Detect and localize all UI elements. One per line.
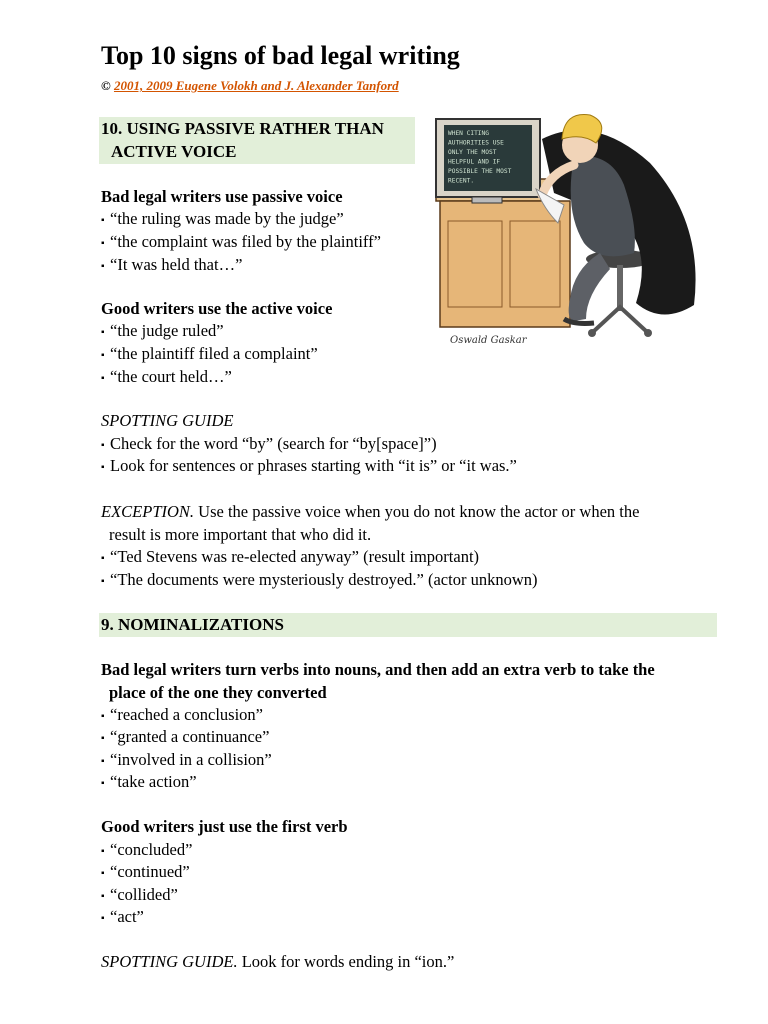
- spotting-guide-label: SPOTTING GUIDE.: [101, 952, 238, 971]
- list-item: ▪ Look for sentences or phrases starting with “it is” or “it was.”: [101, 454, 517, 479]
- list-item: ▪ “reached a conclusion”: [101, 703, 263, 728]
- bullet-icon: ▪: [101, 261, 105, 272]
- bullet-icon: ▪: [101, 215, 105, 226]
- spotting-guide-label: SPOTTING GUIDE: [101, 411, 234, 430]
- list-item: ▪ “continued”: [101, 860, 190, 885]
- bullet-icon: ▪: [101, 846, 105, 857]
- bullet-icon: ▪: [101, 733, 105, 744]
- section-10-heading: [99, 117, 415, 164]
- section-10-heading-line2: ACTIVE VOICE: [111, 142, 237, 161]
- list-item: ▪ “The documents were mysteriously destroyed.” (actor unknown): [101, 568, 538, 593]
- list-item: ▪ “Ted Stevens was re-elected anyway” (result important): [101, 545, 479, 570]
- list-item: ▪ “the judge ruled”: [101, 319, 224, 344]
- monitor-note-line: WHEN CITING: [448, 130, 489, 137]
- exception-text-continued: result is more important that who did it.: [109, 525, 372, 544]
- bullet-icon: ▪: [101, 913, 105, 924]
- list-item: ▪ “the complaint was filed by the plaintiff”: [101, 230, 381, 255]
- bullet-icon: ▪: [101, 440, 105, 451]
- list-item: ▪ “take action”: [101, 770, 197, 795]
- byline: [101, 78, 399, 94]
- section-10-heading-line1: 10. USING PASSIVE RATHER THAN: [101, 119, 384, 138]
- section-9-heading: 9. NOMINALIZATIONS: [99, 613, 717, 637]
- list-item: ▪ “granted a continuance”: [101, 725, 269, 750]
- bullet-icon: ▪: [101, 373, 105, 384]
- page-title: Top 10 signs of bad legal writing: [101, 41, 460, 70]
- svg-text:Oswald Gaskar: Oswald Gaskar: [450, 335, 527, 346]
- list-item: ▪ “act”: [101, 905, 144, 930]
- bullet-icon: ▪: [101, 462, 105, 473]
- list-item: ▪ “the court held…”: [101, 365, 232, 390]
- list-item: ▪ “the plaintiff filed a complaint”: [101, 342, 318, 367]
- good-verb-heading: Good writers just use the first verb: [101, 817, 348, 836]
- bad-nominalization-heading: Bad legal writers turn verbs into nouns, and then add an extra verb to take the place of the one they converted: [101, 660, 655, 702]
- bullet-icon: ▪: [101, 891, 105, 902]
- list-item: ▪ “collided”: [101, 883, 178, 908]
- exception-label: EXCEPTION.: [101, 502, 195, 521]
- bullet-icon: ▪: [101, 553, 105, 564]
- monitor-note-line: HELPFUL AND IF: [448, 158, 501, 166]
- list-item: ▪ “concluded”: [101, 838, 192, 863]
- list-item: ▪ “It was held that…”: [101, 253, 242, 278]
- bullet-icon: ▪: [101, 711, 105, 722]
- good-active-heading: Good writers use the active voice: [101, 299, 333, 318]
- bullet-icon: ▪: [101, 327, 105, 338]
- exception-text: Use the passive voice when you do not know the actor or when the: [194, 502, 640, 521]
- cartoon-illustration: [424, 93, 714, 355]
- list-item: ▪ Check for the word “by” (search for “by[space]”): [101, 432, 437, 457]
- bullet-icon: ▪: [101, 868, 105, 879]
- authors-link[interactable]: 2001, 2009 Eugene Volokh and J. Alexander Tanford: [113, 78, 399, 93]
- exception-paragraph: [101, 500, 713, 546]
- spotting-guide-text: Look for words ending in “ion.”: [237, 952, 455, 971]
- list-item: ▪ “involved in a collision”: [101, 748, 272, 773]
- monitor-note-line: AUTHORITIES USE: [448, 139, 504, 147]
- spotting-guide-9: [101, 950, 454, 973]
- bullet-icon: ▪: [101, 576, 105, 587]
- bullet-icon: ▪: [101, 238, 105, 249]
- bad-passive-heading: Bad legal writers use passive voice: [101, 187, 343, 206]
- monitor-note-line: POSSIBLE THE MOST: [448, 168, 512, 175]
- bullet-icon: ▪: [101, 350, 105, 361]
- monitor-note-line: RECENT.: [448, 177, 475, 185]
- list-item: ▪ “the ruling was made by the judge”: [101, 207, 344, 232]
- bullet-icon: ▪: [101, 778, 105, 789]
- bullet-icon: ▪: [101, 756, 105, 767]
- monitor-note-line: ONLY THE MOST: [448, 149, 497, 156]
- copyright-symbol: ©: [101, 78, 111, 93]
